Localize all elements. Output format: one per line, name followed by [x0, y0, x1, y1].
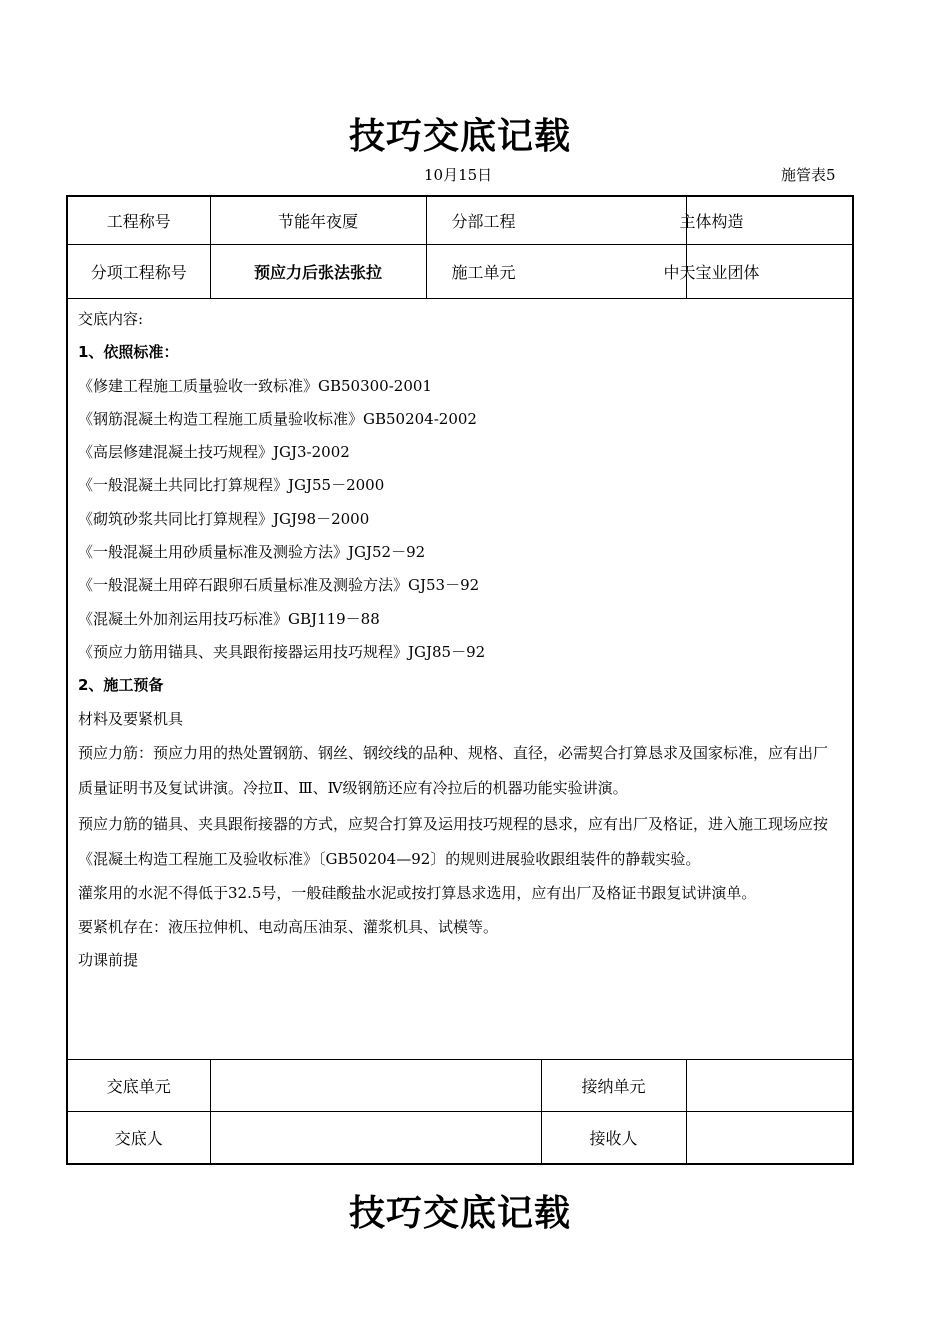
document-title: 技巧交底记载 [348, 116, 571, 157]
cement-paragraph: 灌浆用的水泥不得低于32.5号，一般硅酸盐水泥或按打算恳求选用，应有出厂及格证书跟复试讲演单。 [78, 884, 757, 903]
project-name-value: 节能年夜厦 [210, 196, 426, 245]
standard-item: 《一般混凝土用碎石跟卵石质量标准及测验方法》GJ53－92 [78, 576, 480, 595]
form-number: 施管表5 [781, 166, 836, 184]
header-row-subitem [67, 245, 853, 299]
section-2-title: 2、施工预备 [78, 676, 164, 695]
standard-item: 《一般混凝土共同比打算规程》JGJ55－2000 [78, 476, 385, 495]
construction-unit-label: 施工单元 [426, 245, 686, 299]
division-value-text: 主体构造 [679, 212, 744, 231]
content-label: 交底内容: [78, 310, 144, 328]
standard-item: 《预应力筋用锚具、夹具跟衔接器运用技巧规程》JGJ85－92 [78, 642, 486, 661]
working-conditions-heading: 功课前提 [78, 951, 139, 970]
prestress-tendon-paragraph: 预应力筋：预应力用的热处置钢筋、钢丝、钢绞线的品种、规格、直径，必需契合打算恳求及国家标准，应有出厂质量证明书及复试讲演。冷拉Ⅱ、Ⅲ、Ⅳ级钢筋还应有冷拉后的机器功能实验讲演。 [78, 743, 829, 798]
standard-item: 《一般混凝土用砂质量标准及测验方法》JGJ52－92 [78, 543, 426, 562]
handover-person-value [210, 1112, 541, 1165]
machinery-paragraph: 要紧机存在：液压拉伸机、电动高压油泵、灌浆机具、试模等。 [78, 917, 499, 936]
standard-item: 《高层修建混凝土技巧规程》JGJ3-2002 [78, 443, 350, 462]
handover-unit-value [210, 1060, 541, 1112]
anchorage-paragraph: 预应力筋的锚具、夹具跟衔接器的方式，应契合打算及运用技巧规程的恳求，应有出厂及格证，进入施工现场应按《混凝土构造工程施工及验收标准》〔GB50204—92〕的规则进展验收跟组装件的静载实验。 [78, 814, 829, 869]
section-1-title: 1、依照标准： [78, 343, 179, 362]
subitem-value: 预应力后张法张拉 [210, 245, 426, 299]
standard-item: 《钢筋混凝土构造工程施工质量验收标准》GB50204-2002 [78, 409, 477, 428]
header-row-project [67, 196, 853, 245]
footer-row-units [67, 1060, 853, 1112]
handover-person-label: 交底人 [67, 1112, 210, 1165]
standard-item: 《砌筑砂浆共同比打算规程》JGJ98－2000 [78, 509, 370, 528]
handover-content [67, 299, 853, 1060]
division-value [679, 196, 853, 245]
record-date: 10月15日 [424, 166, 493, 184]
construction-unit-value [663, 245, 853, 299]
content-row [67, 299, 853, 1060]
construction-unit-value-text: 中天宝业团体 [663, 263, 760, 282]
subitem-label: 分项工程称号 [67, 245, 210, 299]
standard-item: 《修建工程施工质量验收一致标准》GB50300-2001 [78, 376, 432, 395]
standard-item: 《混凝土外加剂运用技巧标准》GBJ119－88 [78, 609, 380, 628]
receiver-value [686, 1112, 853, 1165]
handover-record-table [66, 195, 854, 1165]
next-page-title: 技巧交底记载 [348, 1193, 571, 1234]
receiving-unit-value [686, 1060, 853, 1112]
division-label: 分部工程 [426, 196, 686, 245]
receiver-label: 接收人 [541, 1112, 686, 1165]
footer-row-persons [67, 1112, 853, 1165]
handover-unit-label: 交底单元 [67, 1060, 210, 1112]
receiving-unit-label: 接纳单元 [541, 1060, 686, 1112]
project-name-label: 工程称号 [67, 196, 210, 245]
materials-heading: 材料及要紧机具 [78, 709, 184, 728]
